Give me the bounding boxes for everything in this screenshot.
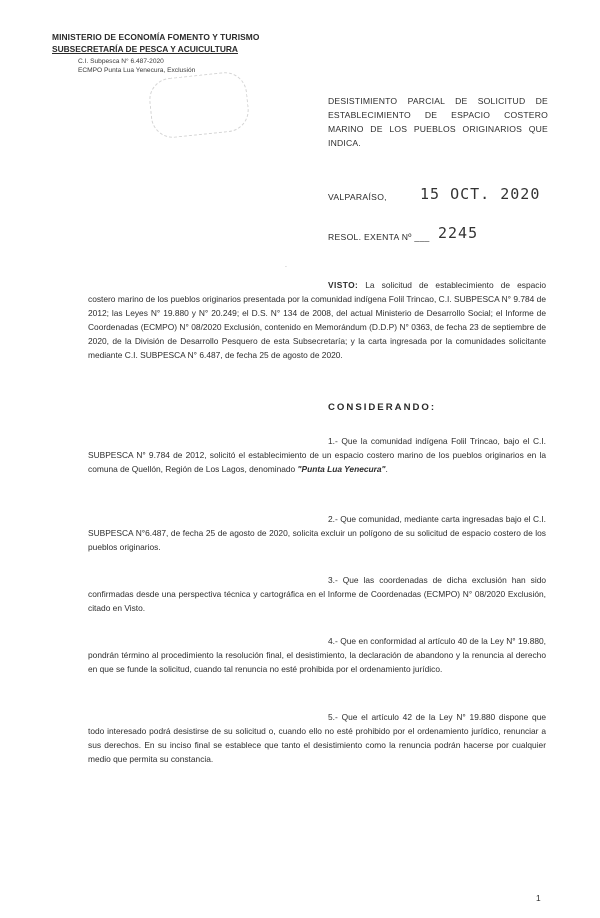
item-number: 5.- bbox=[328, 712, 338, 722]
scan-mark: ˙ bbox=[285, 265, 288, 274]
considerando-item bbox=[88, 573, 546, 615]
reference-ecmpo: ECMPO Punta Lua Yenecura, Exclusión bbox=[78, 67, 196, 74]
document-title: DESISTIMIENTO PARCIAL DE SOLICITUD DE ESTABLECIMIENTO DE ESPACIO COSTERO MARINO DE LOS PUEBLOS ORIGINARIOS QUE INDICA. bbox=[328, 96, 548, 148]
visto-paragraph bbox=[88, 278, 546, 362]
item-emphasis: "Punta Lua Yenecura" bbox=[297, 464, 386, 474]
place-label: VALPARAÍSO, bbox=[328, 192, 387, 202]
visto-text: La solicitud de establecimiento de espacio costero marino de los pueblos originarios presentada por la comunidad indígena Folil Trincao, C.I. SUBPESCA N° 9.784 de 2012; las Leyes N° 19.880 y N° 20.249; el D.S. N° 134 de 2008, del actual Ministerio de Desarrollo Social; el Informe de Coordenadas (ECMPO) N° 08/2020 Exclusión, contenido en Memorándum (D.D.P) N° 0363, de fecha 23 de septiembre de 2020, de la División de Desarrollo Pesquero de esta Subsecretaría; y la carta ingresada por la comunidades solicitante mediante C.I. SUBPESCA N° 6.487, de fecha 25 de agosto de 2020. bbox=[88, 280, 546, 360]
item-text-end: . bbox=[385, 464, 388, 474]
considerando-item bbox=[88, 434, 546, 476]
subsecretaria-name: SUBSECRETARÍA DE PESCA Y ACUICULTURA bbox=[52, 44, 238, 54]
visto-label: VISTO: bbox=[328, 280, 359, 290]
considerando-heading: CONSIDERANDO: bbox=[328, 402, 437, 413]
considerando-item bbox=[88, 512, 546, 554]
resolution-label: RESOL. EXENTA Nº ___ bbox=[328, 232, 430, 242]
item-text: Que en conformidad al artículo 40 de la Ley N° 19.880, pondrán término al procedimiento la resolución final, el desistimiento, la declaración de abandono y la renuncia al derecho en que se funde la solicitud, cuando tal renuncia no esté prohibida por el ordenamiento jurídico. bbox=[88, 636, 547, 674]
item-number: 2.- bbox=[328, 514, 338, 524]
date-stamp: 15 OCT. 2020 bbox=[420, 185, 541, 203]
considerando-item bbox=[88, 634, 546, 676]
page-number: 1 bbox=[536, 893, 541, 903]
considerando-item bbox=[88, 710, 546, 766]
item-number: 3.- bbox=[328, 575, 338, 585]
item-number: 4.- bbox=[328, 636, 338, 646]
reference-ci: C.I. Subpesca N° 6.487-2020 bbox=[78, 58, 164, 65]
resolution-number: 2245 bbox=[438, 224, 479, 242]
item-text: Que el artículo 42 de la Ley N° 19.880 dispone que todo interesado podrá desistirse de su solicitud o, cuando ello no esté prohibido por el ordenamiento jurídico, renunciar a sus derechos. En su inciso final se establece que tanto el desistimiento como la renuncia podrán hacerse por cualquier medio que permita su constancia. bbox=[88, 712, 547, 764]
ministry-name: MINISTERIO DE ECONOMÍA FOMENTO Y TURISMO bbox=[52, 32, 260, 42]
item-number: 1.- bbox=[328, 436, 338, 446]
item-text: Que comunidad, mediante carta ingresadas bajo el C.I. SUBPESCA N°6.487, de fecha 25 de agosto de 2020, solicita excluir un polígono de su solicitud de espacio costero de los pueblos originarios. bbox=[88, 514, 547, 552]
item-text: Que las coordenadas de dicha exclusión han sido confirmadas desde una perspectiva técnica y cartográfica en el Informe de Coordenadas (ECMPO) N° 08/2020 Exclusión, citado en Visto. bbox=[88, 575, 547, 613]
item-text: Que la comunidad indígena Folil Trincao, bajo el C.I. SUBPESCA N° 9.784 de 2012, solicitó el establecimiento de un espacio costero marino de los pueblos originarios en la comuna de Quellón, Región de Los Lagos, denominado bbox=[88, 436, 546, 474]
official-stamp bbox=[147, 70, 251, 140]
